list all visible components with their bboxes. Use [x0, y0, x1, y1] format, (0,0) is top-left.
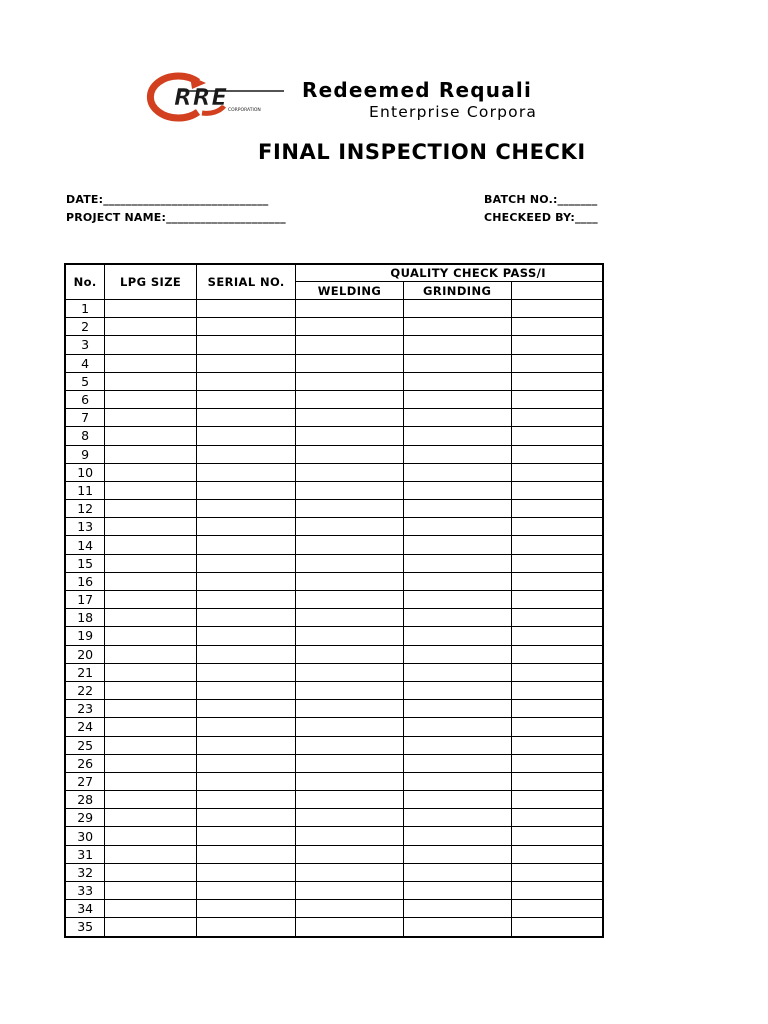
extra-cell[interactable]: [511, 318, 603, 336]
row-number: 30: [65, 827, 105, 845]
serial-no-cell[interactable]: [196, 481, 296, 499]
welding-cell[interactable]: [296, 627, 403, 645]
welding-cell[interactable]: [296, 681, 403, 699]
table-row: [65, 445, 603, 463]
serial-no-cell[interactable]: [196, 718, 296, 736]
grinding-cell[interactable]: [403, 500, 511, 518]
table-row: [65, 736, 603, 754]
serial-no-cell[interactable]: [196, 827, 296, 845]
header-no: No.: [65, 264, 105, 300]
row-number: 25: [65, 736, 105, 754]
welding-cell[interactable]: [296, 372, 403, 390]
lpg-size-cell[interactable]: [105, 554, 197, 572]
grinding-cell[interactable]: [403, 336, 511, 354]
extra-cell[interactable]: [511, 627, 603, 645]
lpg-size-cell[interactable]: [105, 736, 197, 754]
row-number: 34: [65, 900, 105, 918]
logo-subtext: CORPORATION: [228, 108, 261, 113]
row-number: 20: [65, 645, 105, 663]
extra-cell[interactable]: [511, 372, 603, 390]
table-row: [65, 827, 603, 845]
company-logo: [140, 72, 290, 122]
welding-cell[interactable]: [296, 572, 403, 590]
lpg-size-cell[interactable]: [105, 427, 197, 445]
welding-cell[interactable]: [296, 390, 403, 408]
extra-cell[interactable]: [511, 354, 603, 372]
project-name-field[interactable]: PROJECT NAME:_____________________: [66, 211, 286, 224]
grinding-cell[interactable]: [403, 772, 511, 790]
row-number: 28: [65, 791, 105, 809]
grinding-cell[interactable]: [403, 736, 511, 754]
grinding-cell[interactable]: [403, 754, 511, 772]
welding-cell[interactable]: [296, 300, 403, 318]
serial-no-cell[interactable]: [196, 572, 296, 590]
lpg-size-cell[interactable]: [105, 354, 197, 372]
extra-cell[interactable]: [511, 572, 603, 590]
grinding-cell[interactable]: [403, 791, 511, 809]
lpg-size-cell[interactable]: [105, 536, 197, 554]
serial-no-cell[interactable]: [196, 736, 296, 754]
serial-no-cell[interactable]: [196, 900, 296, 918]
extra-cell[interactable]: [511, 427, 603, 445]
extra-cell[interactable]: [511, 918, 603, 937]
lpg-size-cell[interactable]: [105, 518, 197, 536]
grinding-cell[interactable]: [403, 809, 511, 827]
row-number: 6: [65, 390, 105, 408]
inspection-table: [64, 263, 604, 938]
welding-cell[interactable]: [296, 845, 403, 863]
lpg-size-cell[interactable]: [105, 663, 197, 681]
table-row: [65, 591, 603, 609]
welding-cell[interactable]: [296, 827, 403, 845]
extra-cell[interactable]: [511, 536, 603, 554]
table-row: [65, 681, 603, 699]
grinding-cell[interactable]: [403, 300, 511, 318]
row-number: 11: [65, 481, 105, 499]
extra-cell[interactable]: [511, 827, 603, 845]
row-number: 27: [65, 772, 105, 790]
row-number: 18: [65, 609, 105, 627]
welding-cell[interactable]: [296, 863, 403, 881]
lpg-size-cell[interactable]: [105, 445, 197, 463]
lpg-size-cell[interactable]: [105, 463, 197, 481]
row-number: 14: [65, 536, 105, 554]
row-number: 5: [65, 372, 105, 390]
serial-no-cell[interactable]: [196, 681, 296, 699]
serial-no-cell[interactable]: [196, 300, 296, 318]
welding-cell[interactable]: [296, 463, 403, 481]
lpg-size-cell[interactable]: [105, 336, 197, 354]
lpg-size-cell[interactable]: [105, 918, 197, 937]
welding-cell[interactable]: [296, 754, 403, 772]
grinding-cell[interactable]: [403, 518, 511, 536]
welding-cell[interactable]: [296, 500, 403, 518]
extra-cell[interactable]: [511, 300, 603, 318]
grinding-cell[interactable]: [403, 390, 511, 408]
row-number: 8: [65, 427, 105, 445]
table-row: [65, 536, 603, 554]
table-row: [65, 663, 603, 681]
grinding-cell[interactable]: [403, 645, 511, 663]
serial-no-cell[interactable]: [196, 882, 296, 900]
extra-cell[interactable]: [511, 481, 603, 499]
extra-cell[interactable]: [511, 591, 603, 609]
extra-cell[interactable]: [511, 845, 603, 863]
extra-cell[interactable]: [511, 718, 603, 736]
row-number: 15: [65, 554, 105, 572]
lpg-size-cell[interactable]: [105, 681, 197, 699]
extra-cell[interactable]: [511, 390, 603, 408]
welding-cell[interactable]: [296, 918, 403, 937]
serial-no-cell[interactable]: [196, 409, 296, 427]
serial-no-cell[interactable]: [196, 445, 296, 463]
extra-cell[interactable]: [511, 518, 603, 536]
extra-cell[interactable]: [511, 681, 603, 699]
header-serial-no: SERIAL NO.: [196, 264, 296, 300]
table-row: [65, 372, 603, 390]
lpg-size-cell[interactable]: [105, 500, 197, 518]
row-number: 33: [65, 882, 105, 900]
serial-no-cell[interactable]: [196, 809, 296, 827]
serial-no-cell[interactable]: [196, 427, 296, 445]
grinding-cell[interactable]: [403, 845, 511, 863]
company-subtitle: Enterprise Corpora: [369, 103, 538, 121]
welding-cell[interactable]: [296, 663, 403, 681]
extra-cell[interactable]: [511, 663, 603, 681]
table-row: [65, 882, 603, 900]
lpg-size-cell[interactable]: [105, 700, 197, 718]
lpg-size-cell[interactable]: [105, 718, 197, 736]
welding-cell[interactable]: [296, 409, 403, 427]
serial-no-cell[interactable]: [196, 845, 296, 863]
extra-cell[interactable]: [511, 609, 603, 627]
serial-no-cell[interactable]: [196, 772, 296, 790]
table-row: [65, 554, 603, 572]
grinding-cell[interactable]: [403, 481, 511, 499]
lpg-size-cell[interactable]: [105, 609, 197, 627]
extra-cell[interactable]: [511, 900, 603, 918]
grinding-cell[interactable]: [403, 318, 511, 336]
grinding-cell[interactable]: [403, 882, 511, 900]
row-number: 2: [65, 318, 105, 336]
lpg-size-cell[interactable]: [105, 645, 197, 663]
welding-cell[interactable]: [296, 354, 403, 372]
grinding-cell[interactable]: [403, 918, 511, 937]
extra-cell[interactable]: [511, 409, 603, 427]
grinding-cell[interactable]: [403, 863, 511, 881]
lpg-size-cell[interactable]: [105, 754, 197, 772]
row-number: 17: [65, 591, 105, 609]
extra-cell[interactable]: [511, 772, 603, 790]
grinding-cell[interactable]: [403, 372, 511, 390]
serial-no-cell[interactable]: [196, 700, 296, 718]
welding-cell[interactable]: [296, 882, 403, 900]
lpg-size-cell[interactable]: [105, 863, 197, 881]
grinding-cell[interactable]: [403, 900, 511, 918]
grinding-cell[interactable]: [403, 718, 511, 736]
serial-no-cell[interactable]: [196, 645, 296, 663]
row-number: 16: [65, 572, 105, 590]
grinding-cell[interactable]: [403, 354, 511, 372]
row-number: 26: [65, 754, 105, 772]
grinding-cell[interactable]: [403, 409, 511, 427]
welding-cell[interactable]: [296, 900, 403, 918]
header-lpg-size: LPG SIZE: [105, 264, 197, 300]
welding-cell[interactable]: [296, 700, 403, 718]
grinding-cell[interactable]: [403, 609, 511, 627]
table-row: [65, 463, 603, 481]
serial-no-cell[interactable]: [196, 791, 296, 809]
welding-cell[interactable]: [296, 536, 403, 554]
table-row: [65, 518, 603, 536]
table-row: [65, 572, 603, 590]
serial-no-cell[interactable]: [196, 518, 296, 536]
extra-cell[interactable]: [511, 645, 603, 663]
serial-no-cell[interactable]: [196, 372, 296, 390]
lpg-size-cell[interactable]: [105, 900, 197, 918]
row-number: 7: [65, 409, 105, 427]
serial-no-cell[interactable]: [196, 390, 296, 408]
grinding-cell[interactable]: [403, 681, 511, 699]
date-field[interactable]: DATE:_____________________________: [66, 193, 269, 206]
welding-cell[interactable]: [296, 809, 403, 827]
lpg-size-cell[interactable]: [105, 845, 197, 863]
grinding-cell[interactable]: [403, 627, 511, 645]
extra-cell[interactable]: [511, 500, 603, 518]
serial-no-cell[interactable]: [196, 536, 296, 554]
row-number: 12: [65, 500, 105, 518]
row-number: 10: [65, 463, 105, 481]
welding-cell[interactable]: [296, 318, 403, 336]
table-row: [65, 645, 603, 663]
company-name: Redeemed Requali: [302, 78, 533, 102]
welding-cell[interactable]: [296, 772, 403, 790]
welding-cell[interactable]: [296, 609, 403, 627]
row-number: 13: [65, 518, 105, 536]
welding-cell[interactable]: [296, 481, 403, 499]
row-number: 4: [65, 354, 105, 372]
extra-cell[interactable]: [511, 554, 603, 572]
lpg-size-cell[interactable]: [105, 409, 197, 427]
table-row: [65, 409, 603, 427]
batch-no-field[interactable]: BATCH NO.:_______: [484, 193, 598, 206]
table-row: [65, 809, 603, 827]
serial-no-cell[interactable]: [196, 463, 296, 481]
header-quality-check: QUALITY CHECK PASS/I: [296, 264, 603, 282]
table-row: [65, 900, 603, 918]
serial-no-cell[interactable]: [196, 591, 296, 609]
table-row: [65, 845, 603, 863]
grinding-cell[interactable]: [403, 536, 511, 554]
extra-cell[interactable]: [511, 863, 603, 881]
extra-cell[interactable]: [511, 791, 603, 809]
table-header-row: [65, 264, 603, 282]
header-grinding: GRINDING: [403, 282, 511, 300]
row-number: 22: [65, 681, 105, 699]
lpg-size-cell[interactable]: [105, 300, 197, 318]
lpg-size-cell[interactable]: [105, 481, 197, 499]
table-row: [65, 390, 603, 408]
serial-no-cell[interactable]: [196, 627, 296, 645]
table-row: [65, 609, 603, 627]
lpg-size-cell[interactable]: [105, 627, 197, 645]
lpg-size-cell[interactable]: [105, 591, 197, 609]
header-extra: [511, 282, 603, 300]
table-row: [65, 791, 603, 809]
table-row: [65, 481, 603, 499]
serial-no-cell[interactable]: [196, 863, 296, 881]
checked-by-field[interactable]: CHECKEED BY:____: [484, 211, 598, 224]
welding-cell[interactable]: [296, 791, 403, 809]
welding-cell[interactable]: [296, 336, 403, 354]
grinding-cell[interactable]: [403, 427, 511, 445]
lpg-size-cell[interactable]: [105, 390, 197, 408]
row-number: 23: [65, 700, 105, 718]
grinding-cell[interactable]: [403, 463, 511, 481]
grinding-cell[interactable]: [403, 700, 511, 718]
serial-no-cell[interactable]: [196, 354, 296, 372]
grinding-cell[interactable]: [403, 554, 511, 572]
table-row: [65, 500, 603, 518]
row-number: 21: [65, 663, 105, 681]
extra-cell[interactable]: [511, 809, 603, 827]
welding-cell[interactable]: [296, 591, 403, 609]
logo-text: RRE: [174, 85, 229, 111]
table-row: [65, 318, 603, 336]
row-number: 19: [65, 627, 105, 645]
table-row: [65, 754, 603, 772]
welding-cell[interactable]: [296, 554, 403, 572]
extra-cell[interactable]: [511, 700, 603, 718]
welding-cell[interactable]: [296, 645, 403, 663]
header-welding: WELDING: [296, 282, 403, 300]
row-number: 3: [65, 336, 105, 354]
welding-cell[interactable]: [296, 736, 403, 754]
table-row: [65, 863, 603, 881]
table-row: [65, 718, 603, 736]
table-row: [65, 700, 603, 718]
grinding-cell[interactable]: [403, 572, 511, 590]
extra-cell[interactable]: [511, 754, 603, 772]
row-number: 31: [65, 845, 105, 863]
lpg-size-cell[interactable]: [105, 827, 197, 845]
row-number: 1: [65, 300, 105, 318]
table-row: [65, 918, 603, 937]
row-number: 29: [65, 809, 105, 827]
table-row: [65, 627, 603, 645]
welding-cell[interactable]: [296, 445, 403, 463]
lpg-size-cell[interactable]: [105, 572, 197, 590]
table-row: [65, 427, 603, 445]
lpg-size-cell[interactable]: [105, 791, 197, 809]
extra-cell[interactable]: [511, 336, 603, 354]
row-number: 32: [65, 863, 105, 881]
serial-no-cell[interactable]: [196, 609, 296, 627]
serial-no-cell[interactable]: [196, 336, 296, 354]
welding-cell[interactable]: [296, 718, 403, 736]
serial-no-cell[interactable]: [196, 754, 296, 772]
grinding-cell[interactable]: [403, 827, 511, 845]
lpg-size-cell[interactable]: [105, 372, 197, 390]
extra-cell[interactable]: [511, 882, 603, 900]
table-row: [65, 336, 603, 354]
lpg-size-cell[interactable]: [105, 809, 197, 827]
extra-cell[interactable]: [511, 463, 603, 481]
serial-no-cell[interactable]: [196, 918, 296, 937]
extra-cell[interactable]: [511, 736, 603, 754]
table-row: [65, 772, 603, 790]
serial-no-cell[interactable]: [196, 500, 296, 518]
grinding-cell[interactable]: [403, 445, 511, 463]
lpg-size-cell[interactable]: [105, 772, 197, 790]
table-row: [65, 354, 603, 372]
row-number: 35: [65, 918, 105, 937]
grinding-cell[interactable]: [403, 663, 511, 681]
serial-no-cell[interactable]: [196, 318, 296, 336]
form-title: FINAL INSPECTION CHECKI: [258, 140, 586, 164]
row-number: 9: [65, 445, 105, 463]
welding-cell[interactable]: [296, 518, 403, 536]
extra-cell[interactable]: [511, 445, 603, 463]
lpg-size-cell[interactable]: [105, 882, 197, 900]
serial-no-cell[interactable]: [196, 663, 296, 681]
lpg-size-cell[interactable]: [105, 318, 197, 336]
row-number: 24: [65, 718, 105, 736]
table-row: [65, 300, 603, 318]
serial-no-cell[interactable]: [196, 554, 296, 572]
welding-cell[interactable]: [296, 427, 403, 445]
grinding-cell[interactable]: [403, 591, 511, 609]
